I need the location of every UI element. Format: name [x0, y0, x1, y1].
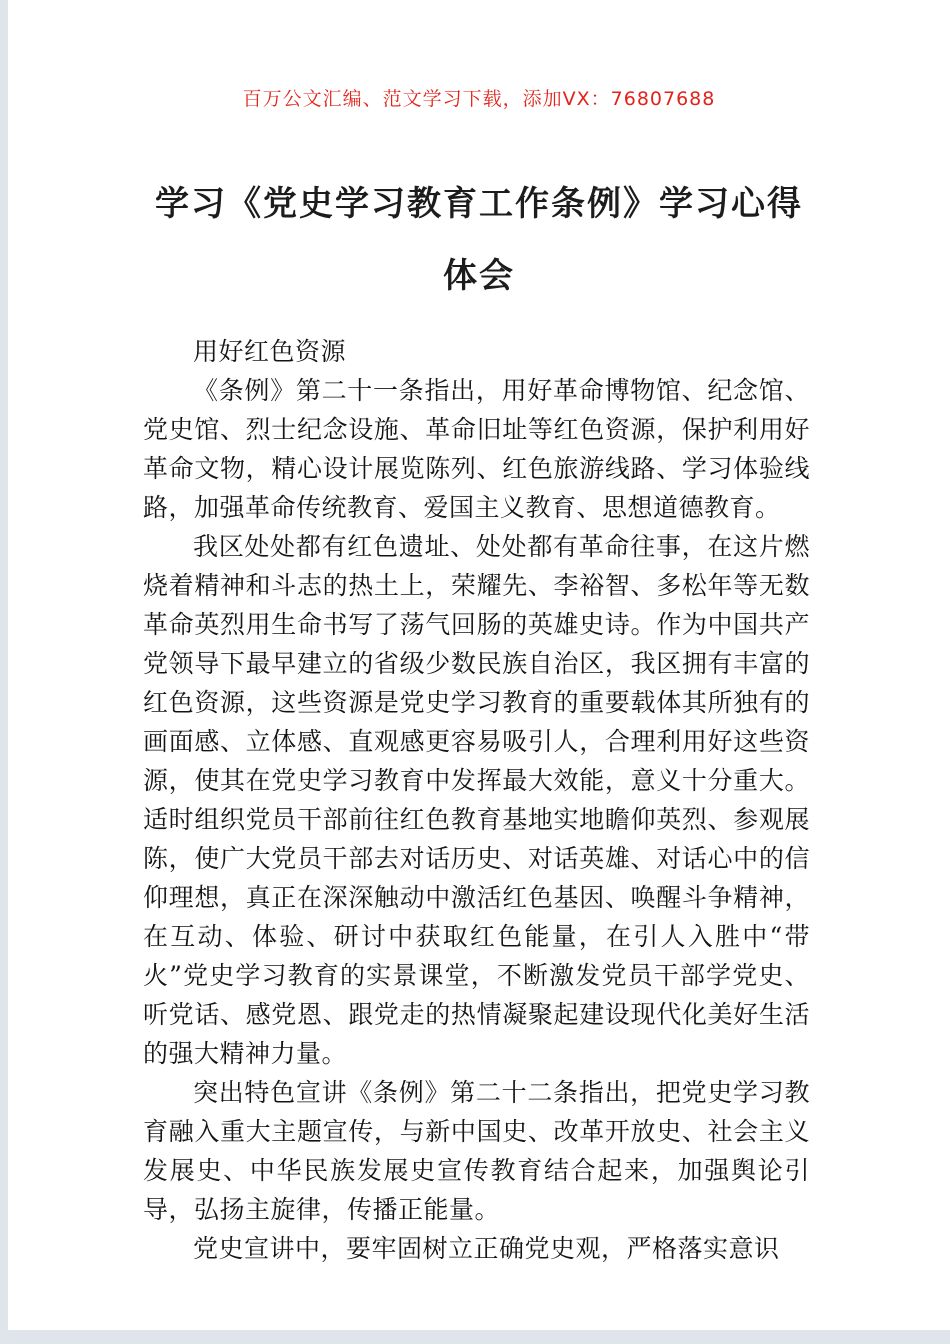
document-page [8, 0, 950, 1330]
document-body [143, 332, 810, 1268]
paragraph: 《条例》第二十一条指出，用好革命博物馆、纪念馆、党史馆、烈士纪念设施、革命旧址等红色资源，保护利用好革命文物，精心设计展览陈列、红色旅游线路、学习体验线路，加强革命传统教育、爱国主义教育、思想道德教育。 [143, 376, 810, 522]
document-title-line2: 体会 [443, 256, 515, 296]
paragraph-heading: 用好红色资源 [193, 337, 347, 366]
document-title-line1: 学习《党史学习教育工作条例》学习心得 [155, 184, 803, 224]
promo-notice: 百万公文汇编、范文学习下载，添加VX：76807688 [242, 88, 716, 110]
paragraph: 党史宣讲中，要牢固树立正确党史观，严格落实意识 [193, 1234, 780, 1263]
paragraph: 突出特色宣讲《条例》第二十二条指出，把党史学习教育融入重大主题宣传，与新中国史、改革开放史、社会主义发展史、中华民族发展史宣传教育结合起来，加强舆论引导，弘扬主旋律，传播正能量。 [143, 1078, 810, 1224]
paragraph: 我区处处都有红色遗址、处处都有革命往事，在这片燃烧着精神和斗志的热土上，荣耀先、李裕智、多松年等无数革命英烈用生命书写了荡气回肠的英雄史诗。作为中国共产党领导下最早建立的省级少数民族自治区，我区拥有丰富的红色资源，这些资源是党史学习教育的重要载体其所独有的画面感、立体感、直观感更容易吸引人，合理利用好这些资源，使其在党史学习教育中发挥最大效能，意义十分重大。适时组织党员干部前往红色教育基地实地瞻仰英烈、参观展陈，使广大党员干部去对话历史、对话英雄、对话心中的信仰理想，真正在深深触动中激活红色基因、唤醒斗争精神，在互动、体验、研讨中获取红色能量，在引人入胜中“带火”党史学习教育的实景课堂，不断激发党员干部学党史、听党话、感党恩、跟党走的热情凝聚起建设现代化美好生活的强大精神力量。 [143, 532, 810, 1068]
